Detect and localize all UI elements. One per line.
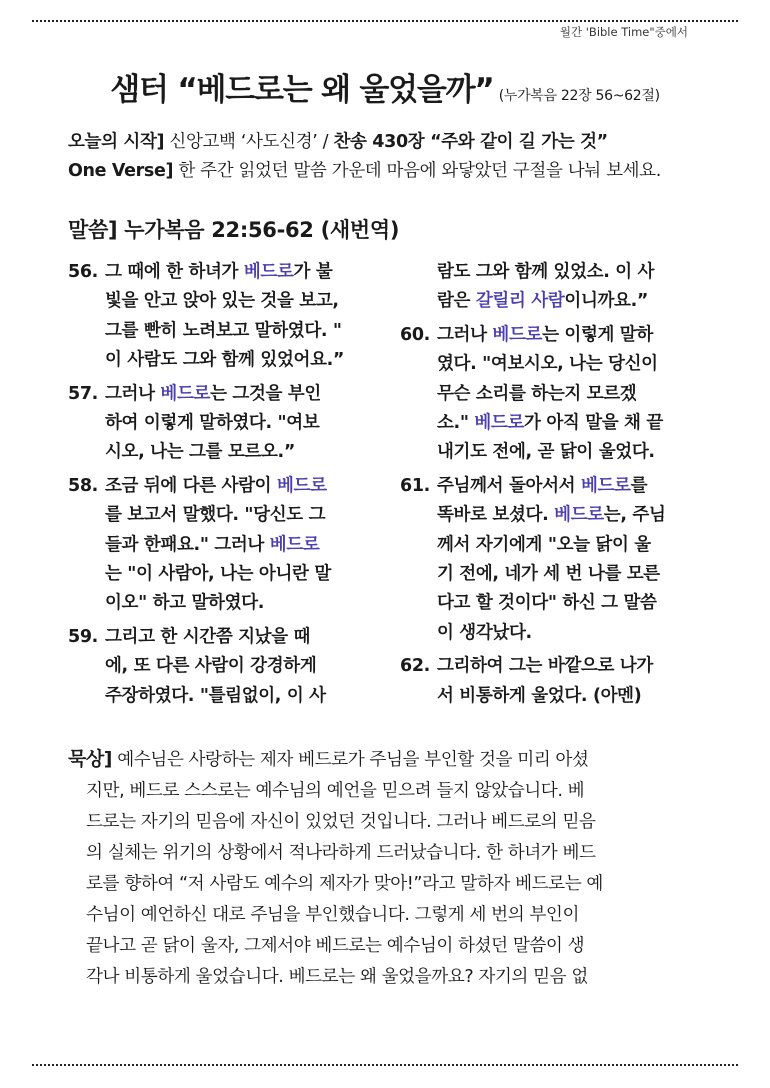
verse-text: 주님께서 돌아서서 베드로를 똑바로 보셨다. 베드로는, 주님 께서 자기에게 "오늘 닭이 울 기 전에, 네가 세 번 나를 모른 다고 할 것이다" 하신 그 말씀 이 생각났다. — [437, 475, 666, 643]
verse-text: 그리하여 그는 바깥으로 나가 서 비통하게 울었다. (아멘) — [437, 656, 653, 706]
name-peter: 베드로 — [243, 262, 294, 282]
meditation-line: 드로는 자기의 믿음에 자신이 있었던 것입니다. 그러나 베드로의 믿음 — [86, 812, 596, 832]
verse-text: 그리고 한 시간쯤 지났을 때 에, 또 다른 사람이 강경하게 주장하였다. "틀림없이, 이 사 — [105, 626, 326, 706]
one-verse-text: 한 주간 읽었던 말씀 가운데 마음에 와닿았던 구절을 나눠 보세요. — [173, 161, 661, 181]
name-peter: 베드로 — [276, 475, 327, 496]
title-main: 샘터 “베드로는 왜 울었을까” — [110, 72, 494, 108]
scripture-column-left — [68, 258, 368, 715]
verse-60 — [400, 321, 710, 468]
name-peter: 베드로 — [554, 505, 604, 526]
verse-number: 58. — [68, 475, 98, 496]
meditation-line: 지만, 베드로 스스로는 예수님의 예언을 믿으려 들지 않았습니다. 베 — [86, 781, 585, 801]
verse-57 — [68, 380, 368, 468]
verse-number: 59. — [68, 626, 98, 647]
verse-text: 조금 뒤에 다른 사람이 베드로 를 보고서 말했다. "당신도 그 들과 한패요." 그러나 베드로 는 "이 사람아, 나는 아니란 말 이오" 하고 말하였다. — [105, 475, 331, 614]
name-peter: 베드로 — [580, 475, 631, 496]
page-title — [0, 64, 770, 109]
name-peter: 베드로 — [474, 413, 525, 434]
verse-58 — [68, 472, 368, 619]
source-note: 월간 'Bible Time"중에서 — [559, 25, 688, 39]
verse-text: 그러나 베드로는 그것을 부인 하여 이렇게 말하였다. "여보 시오, 나는 그를 모르오.” — [105, 383, 321, 463]
meditation-line: 각나 비통하게 울었습니다. 베드로는 왜 울었을까요? 자기의 믿음 없 — [86, 967, 588, 987]
top-dotted-rule — [32, 20, 738, 22]
meditation-label: 묵상] — [68, 748, 113, 770]
meditation-line: 수님이 예언하신 대로 주님을 부인했습니다. 그렇게 세 번의 부인이 — [86, 905, 580, 925]
meditation-line: 의 실체는 위기의 상황에서 적나라하게 드러났습니다. 한 하녀가 베드 — [86, 843, 596, 863]
one-verse-label: One Verse] — [68, 161, 174, 181]
name-peter: 베드로 — [269, 534, 320, 555]
bottom-dotted-rule — [32, 1064, 738, 1066]
verse-59 — [68, 623, 368, 711]
hymn-text: 찬송 430장 “주와 같이 길 가는 것” — [333, 132, 608, 152]
verse-number: 56. — [68, 262, 98, 282]
place-galilee: 갈릴리 사람 — [475, 291, 565, 312]
verse-59-continued: 람도 그와 함께 있었소. 이 사 람은 갈릴리 사람이니까요.” — [437, 262, 655, 312]
meditation-line: 로를 향하여 “저 사람도 예수의 제자가 맞아!”라고 말하자 베드로는 예 — [86, 874, 603, 894]
verse-61 — [400, 472, 710, 648]
verse-56 — [68, 258, 368, 376]
scripture-heading: 말씀] 누가복음 22:56-62 (새번역) — [68, 218, 400, 242]
verse-62 — [400, 652, 710, 711]
verse-number: 60. — [400, 324, 430, 345]
name-peter: 베드로 — [492, 324, 543, 345]
verse-text: 그러나 베드로는 이렇게 말하 였다. "여보시오, 나는 당신이 무슨 소리를 하는지 모르겠 소." 베드로가 아직 말을 채 끝 내기도 전에, 곧 닭이 울었다. — [437, 324, 663, 463]
meditation-line: 끝나고 곧 닭이 울자, 그제서야 베드로는 예수님이 하셨던 말씀이 생 — [86, 936, 585, 956]
name-peter: 베드로 — [160, 383, 211, 404]
verse-text: 그 때에 한 하녀가 베드로가 불 빛을 안고 앉아 있는 것을 보고, 그를 빤히 노려보고 말하였다. " 이 사람도 그와 함께 있었어요.” — [105, 262, 345, 371]
scripture-column-right — [400, 258, 710, 715]
start-text: 신앙고백 ‘사도신경’ / — [164, 132, 334, 152]
meditation-line: 묵상] 예수님은 사랑하는 제자 베드로가 주님을 부인할 것을 미리 아셨 — [68, 748, 589, 770]
verse-number: 57. — [68, 383, 98, 404]
verse-number: 62. — [400, 656, 430, 677]
intro-start-line — [68, 128, 718, 157]
verse-number: 61. — [400, 475, 430, 496]
start-label: 오늘의 시작] — [68, 132, 165, 152]
intro-block — [68, 128, 718, 186]
intro-verse-line — [68, 157, 718, 186]
title-reference: (누가복음 22장 56~62절) — [498, 88, 660, 104]
meditation-block — [68, 744, 718, 993]
